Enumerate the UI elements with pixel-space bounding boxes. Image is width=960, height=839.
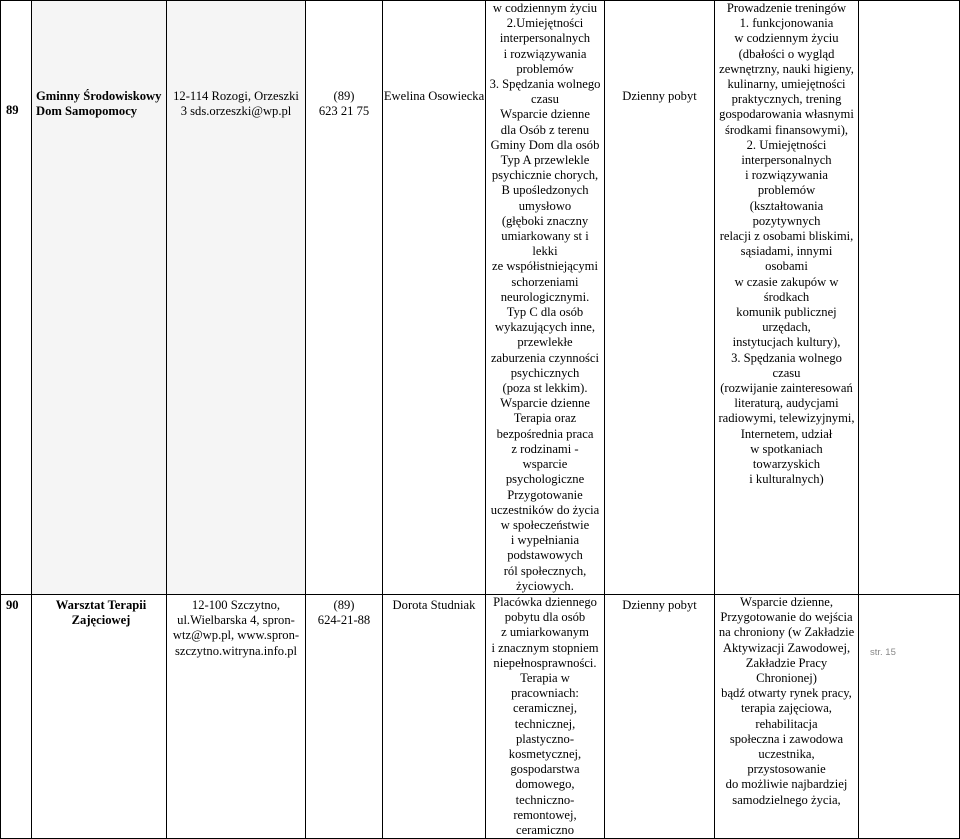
empty-cell (859, 594, 960, 838)
support-form: Dzienny pobyt (605, 594, 715, 838)
row-number: 89 (1, 1, 32, 595)
institution-phone: (89) 623 21 75 (306, 1, 383, 595)
contact-person: Dorota Studniak (383, 594, 486, 838)
support-form: Dzienny pobyt (605, 1, 715, 595)
activity-description: Placówka dziennego pobytu dla osób z umiarkowanym i znacznym stopniem niepełnosprawności. Terapia w pracowniach: ceramicznej, technicznej, plastyczno- kosmetycznej, gospodarstwa domowego, techniczno- remontowej, ceramiczno (486, 594, 605, 838)
table-row (1, 1, 960, 595)
table-row (1, 594, 960, 838)
row-number: 90 (1, 594, 32, 838)
page-number: str. 15 (870, 647, 896, 658)
institution-address: 12-100 Szczytno, ul.Wielbarska 4, spron- wtz@wp.pl, www.spron- szczytno.witryna.info.pl (167, 594, 306, 838)
services-description: Wsparcie dzienne, Przygotowanie do wejścia na chroniony (w Zakładzie Aktywizacji Zawodowej, Zakładzie Pracy Chronionej) bądź otwarty rynek pracy, terapia zajęciowa, rehabilitacja społeczna i zawodowa uczestnika, przystosowanie do możliwie najbardziej samodzielnego życia, (715, 594, 859, 838)
contact-person: Ewelina Osowiecka (383, 1, 486, 595)
institution-name: Warsztat Terapii Zajęciowej (32, 594, 167, 838)
institution-phone: (89) 624-21-88 (306, 594, 383, 838)
institution-address: 12-114 Rozogi, Orzeszki 3 sds.orzeszki@wp.pl (167, 1, 306, 595)
institution-name: Gminny Środowiskowy Dom Samopomocy (32, 1, 167, 595)
services-description: Prowadzenie treningów 1. funkcjonowania w codziennym życiu (dbałości o wygląd zewnętrzny, nauki higieny, kulinarny, umiejętności praktycznych, trening gospodarowania własnymi środkami finansowymi), 2. Umiejętności interpersonalnych i rozwiązywania problemów (kształtowania pozytywnych relacji z osobami bliskimi, sąsiadami, innymi osobami w czasie zakupów w środkach komunik publicznej urzędach, instytucjach kultury), 3. Spędzania wolnego czasu (rozwijanie zainteresowań literaturą, audycjami radiowymi, telewizyjnymi, Internetem, udział w spotkaniach towarzyskich i kulturalnych) (715, 1, 859, 595)
activity-description: w codziennym życiu 2.Umiejętności interpersonalnych i rozwiązywania problemów 3. Spędzania wolnego czasu Wsparcie dzienne dla Osób z terenu Gminy Dom dla osób Typ A przewlekle psychicznie chorych, B upośledzonych umysłowo (głęboki znaczny umiarkowany st i lekki ze współistniejącymi schorzeniami neurologicznymi. Typ C dla osób wykazujących inne, przewlekłe zaburzenia czynności psychicznych (poza st lekkim). Wsparcie dzienne Terapia oraz bezpośrednia praca z rodzinami - wsparcie psychologiczne Przygotowanie uczestników do życia w społeczeństwie i wypełniania podstawowych ról społecznych, życiowych. (486, 1, 605, 595)
empty-cell (859, 1, 960, 595)
